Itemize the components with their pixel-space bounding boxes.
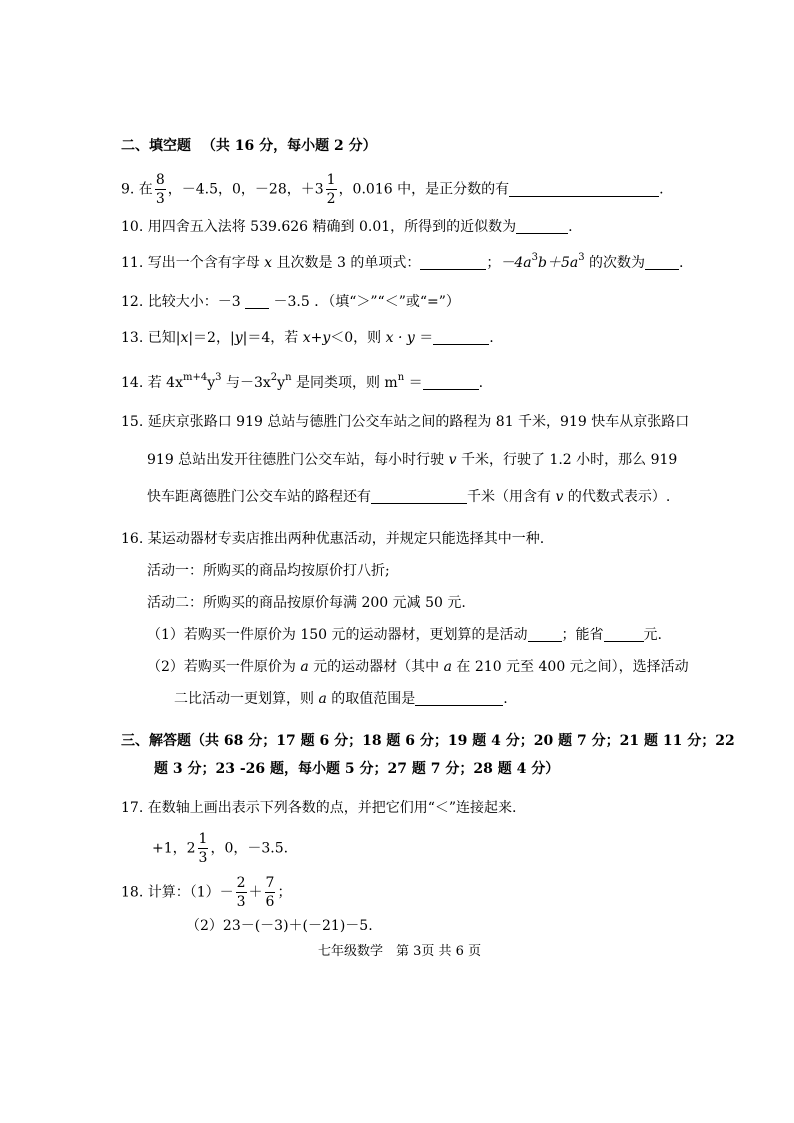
q18-plus: ＋ <box>248 884 263 901</box>
q14-exp-1: m+4 <box>182 372 208 383</box>
q13-product: x · y <box>385 330 415 346</box>
question-15-line-2 <box>147 451 677 469</box>
q18-fraction-2-numerator: 7 <box>265 875 275 891</box>
q15-text-3a: 快车距离德胜门公交车站的路程还有 <box>147 489 371 505</box>
q9-fraction-2-denominator: 2 <box>326 191 336 207</box>
question-16-part-2-line-2 <box>174 690 508 708</box>
q16-var-a-2: a <box>443 659 452 675</box>
q11-answer-blank-1[interactable] <box>420 255 486 270</box>
question-14 <box>121 374 483 392</box>
q11-expr-b: b＋5a <box>537 255 579 271</box>
q10-end: . <box>568 219 573 235</box>
q15-answer-blank[interactable] <box>371 489 467 504</box>
q9-fraction-1-numerator: 8 <box>155 172 165 188</box>
q14-text-4: y <box>277 375 286 391</box>
q16-part-2-end: . <box>503 691 508 707</box>
q9-answer-blank[interactable] <box>509 182 659 197</box>
q15-var-v-2: v <box>555 489 564 505</box>
q11-separator: ； <box>486 255 501 271</box>
q11-answer-blank-2[interactable] <box>645 255 679 270</box>
q14-text-3: 与－3x <box>221 375 271 391</box>
q17-text-2: ，0，－3.5. <box>210 840 289 857</box>
q12-answer-blank[interactable] <box>245 294 269 309</box>
section-3-heading-line-2: 题 3 分；23 -26 题，每小题 5 分；27 题 7 分；28 题 4 分） <box>154 761 560 777</box>
q11-text-1: 11. 写出一个含有字母 <box>121 255 265 271</box>
q16-part-1-blank-1[interactable] <box>528 627 562 642</box>
section-2-title: 二、填空题 <box>121 138 191 154</box>
q16-part-2-text-d: 二比活动一更划算，则 <box>174 691 319 707</box>
q11-var-x: x <box>264 255 273 271</box>
q9-tail: ，0.016 中，是正分数的有 <box>338 181 510 198</box>
q18-text-1: 18. 计算：（1）－ <box>121 884 234 901</box>
q16-part-1-blank-2[interactable] <box>604 627 644 642</box>
q17-text-1: +1，2 <box>152 840 196 857</box>
section-3-heading-line-1: 三、解答题（共 68 分；17 题 6 分；18 题 6 分；19 题 4 分；20 题 7 分；21 题 11 分；22 <box>121 733 735 749</box>
question-18-part-2: （2）23－(－3)＋(－21)－5. <box>186 918 373 934</box>
q18-fraction-1-numerator: 2 <box>236 875 246 891</box>
q9-fraction-1 <box>155 172 166 207</box>
q9-list: ，－4.5，0，－28，＋3 <box>167 181 324 198</box>
q9-end: . <box>659 181 664 198</box>
q17-fraction-numerator: 1 <box>198 831 208 847</box>
q14-end: . <box>478 375 484 391</box>
q16-part-1-text-b: ；能省 <box>561 627 604 643</box>
q9-fraction-2 <box>326 172 337 207</box>
q16-part-2-text-c: 在 210 元至 400 元之间），选择活动 <box>451 659 689 675</box>
q11-exp-2: 3 <box>578 252 585 263</box>
q11-text-3: 的次数为 <box>584 255 646 271</box>
q9-number: 9. 在 <box>121 181 153 198</box>
section-2-note: （共 16 分，每小题 2 分） <box>201 138 377 154</box>
q12-text-1: 12. 比较大小：－3 <box>121 294 246 310</box>
page-footer: 七年级数学 第 3页 共 6 页 <box>318 944 482 959</box>
q15-text-2b: 千米，行驶了 1.2 小时，那么 919 <box>456 452 678 468</box>
q14-exp-4: n <box>285 372 292 383</box>
q14-exp-2: 3 <box>215 372 222 383</box>
q17-fraction <box>198 831 209 866</box>
q16-part-2-text-e: 的取值范围是 <box>326 691 416 707</box>
question-9 <box>121 172 664 207</box>
question-16-activity-2: 活动二：所购买的商品按原价每满 200 元减 50 元. <box>147 595 466 611</box>
q14-text-2: y <box>207 375 216 391</box>
q16-part-2-text-b: 元的运动器材（其中 <box>308 659 444 675</box>
q13-text-3: |＝4，若 <box>242 330 303 346</box>
q10-answer-blank[interactable] <box>516 219 568 234</box>
q16-part-2-text-a: （2）若购买一件原价为 <box>147 659 301 675</box>
question-17-line-1: 17. 在数轴上画出表示下列各数的点，并把它们用“＜”连接起来. <box>121 800 517 816</box>
q12-text-2: －3.5 ．（填“＞”“＜”或“=”） <box>269 294 460 310</box>
q14-exp-5: n <box>397 372 405 383</box>
q14-answer-blank[interactable] <box>423 375 479 390</box>
q18-fraction-1-denominator: 3 <box>236 894 246 910</box>
q18-fraction-2-denominator: 6 <box>265 894 275 910</box>
q13-text-2: |＝2，| <box>188 330 235 346</box>
q14-exp-3: 2 <box>270 372 278 383</box>
q16-var-a-1: a <box>300 659 309 675</box>
question-15-line-3 <box>147 488 670 506</box>
q13-end: . <box>489 330 494 346</box>
question-16-part-1 <box>147 626 662 644</box>
question-16-line-1: 16. 某运动器材专卖店推出两种优惠活动，并规定只能选择其中一种. <box>121 531 545 547</box>
q17-fraction-denominator: 3 <box>198 850 208 866</box>
q9-fraction-1-denominator: 3 <box>155 191 165 207</box>
question-17-numbers <box>152 831 288 866</box>
q15-text-3b: 千米（用含有 <box>467 489 556 505</box>
q11-exp-1: 3 <box>531 252 538 263</box>
q14-text-5: 是同类项，则 m <box>291 375 398 391</box>
q16-var-a-3: a <box>318 691 327 707</box>
q15-text-3c: 的代数式表示）. <box>563 489 671 505</box>
q14-text-1: 14. 若 4x <box>121 375 183 391</box>
q11-end: . <box>679 255 684 271</box>
q18-fraction-2 <box>265 875 276 910</box>
question-13 <box>121 329 494 347</box>
q18-fraction-1 <box>236 875 247 910</box>
q16-part-1-text-a: （1）若购买一件原价为 150 元的运动器材，更划算的是活动 <box>147 627 528 643</box>
question-15-line-1: 15. 延庆京张路口 919 总站与德胜门公交车站之间的路程为 81 千米，919 快车从京张路口 <box>121 414 690 430</box>
q10-text: 10. 用四舍五入法将 539.626 精确到 0.01，所得到的近似数为 <box>121 219 517 235</box>
q11-text-2: 且次数是 3 的单项式： <box>272 255 421 271</box>
section-2-heading <box>121 137 377 155</box>
q18-text-2: ； <box>277 884 292 901</box>
q9-fraction-2-numerator: 1 <box>326 172 336 188</box>
q15-text-2a: 919 总站出发开往德胜门公交车站，每小时行驶 <box>147 452 449 468</box>
q13-text-1: 13. 已知| <box>121 330 181 346</box>
q13-var-y: y <box>234 330 243 346</box>
q13-sum: x+y <box>302 330 331 346</box>
q15-var-v: v <box>448 452 457 468</box>
question-16-part-2 <box>147 658 689 676</box>
q14-text-6: ＝ <box>404 375 423 391</box>
q13-text-4: ＜0，则 <box>330 330 386 346</box>
q11-expr-a: －4a <box>500 255 532 271</box>
question-16-activity-1: 活动一：所购买的商品均按原价打八折; <box>147 563 390 579</box>
q16-part-2-blank[interactable] <box>415 691 503 706</box>
q13-text-5: ＝ <box>414 330 434 346</box>
q16-part-1-text-c: 元. <box>643 627 662 643</box>
question-11 <box>121 254 683 272</box>
question-10 <box>121 218 573 236</box>
question-18-part-1 <box>121 875 291 910</box>
q13-var-x: x <box>180 330 189 346</box>
question-12 <box>121 293 460 311</box>
q13-answer-blank[interactable] <box>433 330 489 345</box>
